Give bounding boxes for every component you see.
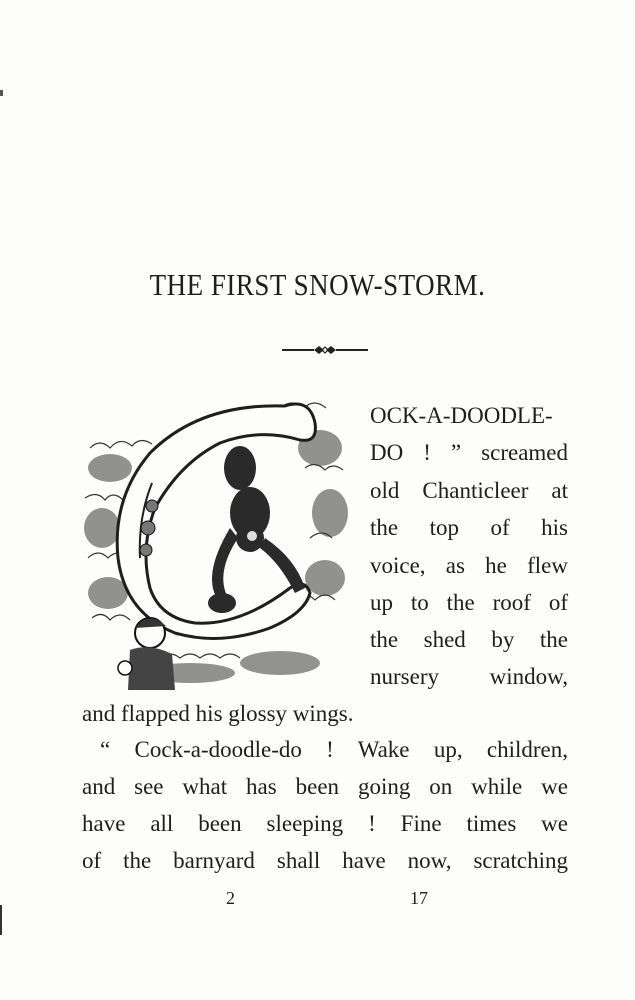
- text-line: nursery window,: [370, 664, 568, 689]
- text-line: the shed by the: [370, 627, 568, 652]
- title-ornament: [282, 343, 368, 357]
- text-line: the top of his: [370, 515, 568, 540]
- scan-edge-mark: [0, 905, 2, 935]
- scan-edge-mark: [0, 90, 3, 96]
- text-line: DO ! ” screamed: [370, 440, 568, 465]
- text-line: voice, as he flew: [370, 553, 568, 578]
- text-line: old Chanticleer at: [370, 478, 568, 503]
- chapter-title: THE FIRST SNOW-STORM.: [149, 268, 486, 302]
- text-line: and see what has been going on while we: [82, 774, 568, 799]
- decorated-initial-illustration: [80, 388, 355, 690]
- signature-mark: 2: [226, 888, 235, 908]
- text-line: have all been sleeping ! Fine times we: [82, 811, 568, 836]
- page-number: 17: [410, 888, 428, 908]
- text-line: of the barnyard shall have now, scratching: [82, 848, 568, 873]
- text-line: and flapped his glossy wings.: [82, 701, 354, 726]
- text-line: “ Cock-a-doodle-do ! Wake up, children,: [100, 737, 568, 762]
- text-line: up to the roof of: [370, 590, 568, 615]
- text-line: OCK-A-DOODLE-: [370, 403, 553, 428]
